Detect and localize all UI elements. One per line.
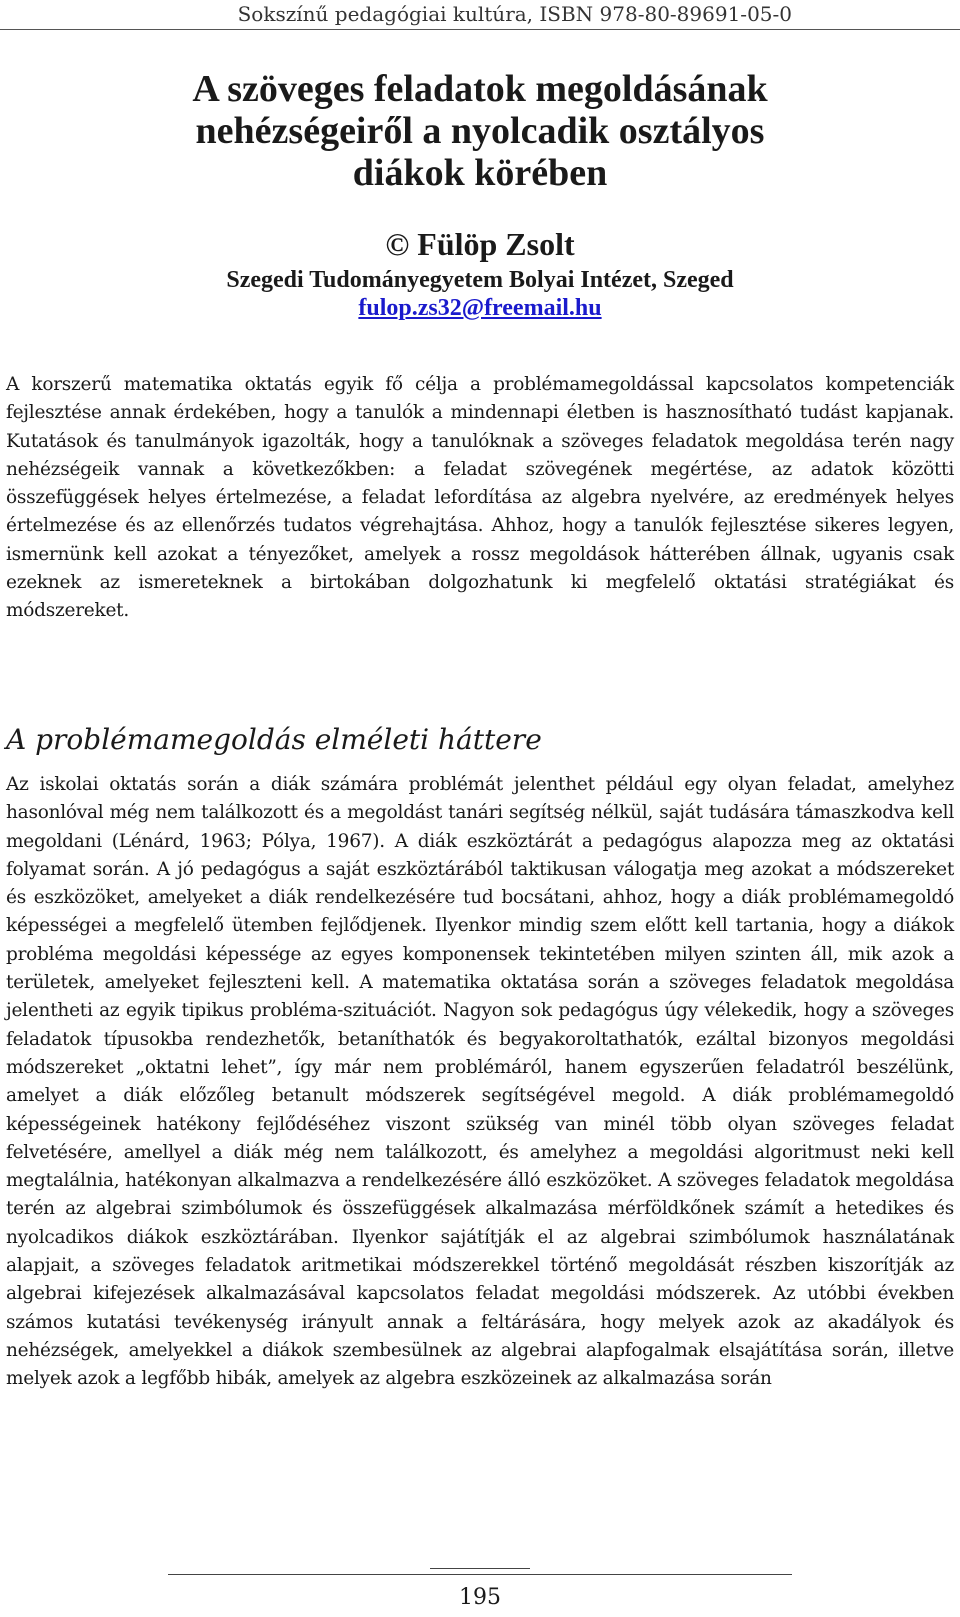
author-email-link[interactable]: fulop.zs32@freemail.hu	[358, 295, 602, 321]
author-affiliation: Szegedi Tudományegyetem Bolyai Intézet, Szeged	[226, 267, 734, 293]
abstract-paragraph: A korszerű matematika oktatás egyik fő célja a problémamegoldással kapcsolatos kompetenciák fejlesztése annak érdekében, hogy a tanulók a mindennapi életben is hasznosítható tudást kapjanak. Kutatások és tanulmányok igazolták, hogy a tanulóknak a szöveges feladatok megoldása terén nagy nehézségeik vannak a következőkben: a feladat szövegének megértése, az adatok közötti összefüggések helyes értelmezése, a feladat lefordítása az algebra nyelvére, az eredmények helyes értelmezése és az ellenőrzés tudatos végrehajtása. Ahhoz, hogy a tanulók fejlesztése sikeres legyen, ismernünk kell azokat a tényezőket, amelyek a rossz megoldások hátterében állnak, ugyanis csak ezeknek az ismereteknek a birtokában dolgozhatunk ki megfelelő oktatási stratégiákat és módszereket.	[6, 374, 954, 622]
footer-rule-short	[430, 1568, 530, 1569]
title-line-1: A szöveges feladatok megoldásának	[192, 68, 768, 110]
title-line-2: nehézségeiről a nyolcadik osztályos	[195, 110, 765, 152]
paper-title	[0, 68, 960, 194]
title-line-3: diákok körében	[352, 152, 608, 194]
page-number: 195	[459, 1585, 501, 1610]
author-name: © Fülöp Zsolt	[385, 226, 575, 262]
section-heading: A problémamegoldás elméleti háttere	[6, 723, 542, 756]
running-header: Sokszínű pedagógiai kultúra, ISBN 978-80-89691-05-0	[0, 0, 960, 30]
section-body-paragraph: Az iskolai oktatás során a diák számára problémát jelenthet például egy olyan feladat, amelyhez hasonlóval még nem találkozott és a megoldást tanári segítség nélkül, saját tudására támaszkodva kell megoldani (Lénárd, 1963; Pólya, 1967). A diák eszköztárát a pedagógus alapozza meg az oktatási folyamat során. A jó pedagógus a saját eszköztárából taktikusan válogatja meg azokat a módszereket és eszközöket, amelyeket a diák rendelkezésére tud bocsátani, ahhoz, hogy a diák problémamegoldó képességei a megfelelő ütemben fejlődjenek. Ilyenkor mindig szem előtt kell tartania, hogy a diákok probléma megoldási képessége az egyes komponensek tekintetében milyen szinten áll, mik azok a területek, amelyeket fejleszteni kell. A matematika oktatása során a szöveges feladatok megoldása jelentheti az egyik tipikus probléma-szituációt. Nagyon sok pedagógus úgy vélekedik, hogy a szöveges feladatok típusokba rendezhetők, betaníthatók és begyakoroltathatók, ezáltal bizonyos megoldási módszereket „oktatni lehet”, így már nem problémáról, hanem egyszerűen feladatról beszélünk, amelyet a diák előzőleg betanult módszerek segítségével megold. A diák problémamegoldó képességeinek hatékony fejlődéséhez viszont szükség van minél több olyan szöveges feladat felvetésére, amellyel a diák még nem találkozott, és amelyhez a megoldási algoritmust neki kell megtalálnia, hatékonyan alkalmazva a rendelkezésére álló eszközöket. A szöveges feladatok megoldása terén az algebrai szimbólumok és összefüggések alkalmazása mérföldkőnek számít a hetedikes és nyolcadikos diákok eszköztárában. Ilyenkor sajátítják el az algebrai szimbólumok használatának alapjait, a szöveges feladatok aritmetikai módszerekkel történő megoldását részben kiszorítják az algebrai kifejezések alkalmazásával kapcsolatos feladat megoldási módszerek. Az utóbbi években számos kutatási tevékenység irányult annak a feltárására, hogy melyek azok az akadályok és nehézségek, amelyekkel a diákok szembesülnek az algebrai alapfogalmak elsajátítása során, illetve melyek azok a legfőbb hibák, amelyek az algebra eszközeinek az alkalmazása során	[6, 774, 954, 1390]
footer-rule	[168, 1574, 792, 1575]
